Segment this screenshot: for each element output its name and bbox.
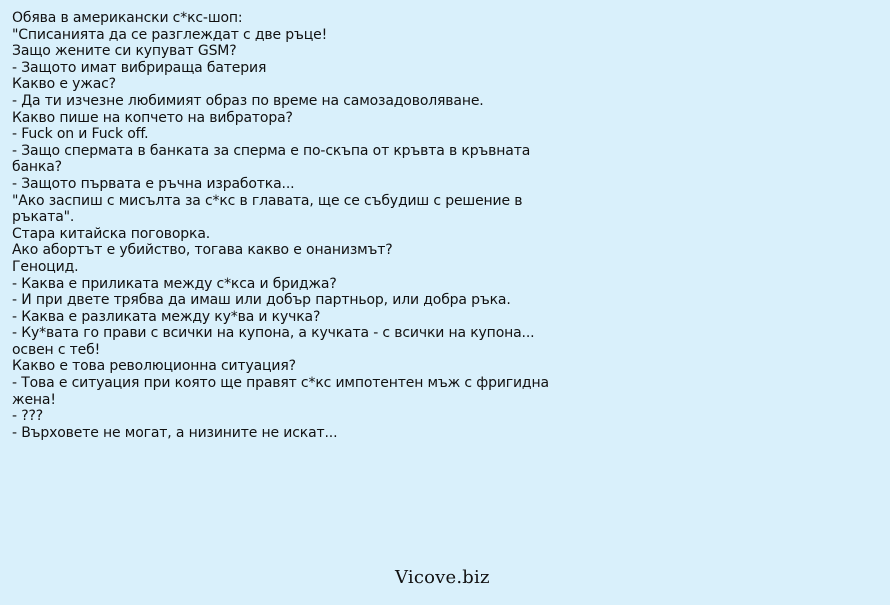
joke-line: "Ако заспиш с мисълта за с*кс в главата, ще се събудиш с решение в ръката".: [12, 192, 523, 226]
joke-line: - Това е ситуация при която ще правят с*кс импотентен мъж с фригидна жена!: [12, 375, 549, 408]
joke-line: - Защото първата е ръчна изработка...: [12, 175, 295, 192]
joke-line: - ???: [12, 408, 44, 425]
joke-line: - Каква е приликата между с*кса и бриджа?: [12, 275, 337, 292]
joke-line: Какво е това революционна ситуация?: [12, 358, 296, 375]
joke-line: Какво пише на копчето на вибратора?: [12, 109, 293, 126]
joke-line: - Fuck on и Fuck off.: [12, 126, 149, 143]
joke-line: Обява в американски с*кс-шоп:: [12, 10, 243, 26]
joke-line: - Каква е разликата между ку*ва и кучка?: [12, 308, 321, 325]
joke-line: Стара китайска поговорка.: [12, 225, 211, 242]
joke-line: Какво е ужас?: [12, 76, 116, 93]
joke-line: Защо жените си купуват GSM?: [12, 43, 237, 60]
joke-line: "Списанията да се разглеждат с две ръце!: [12, 26, 328, 43]
site-watermark: Vicove.biz: [395, 567, 490, 588]
jokes-text: [12, 10, 572, 441]
joke-line: Ако абортът е убийство, тогава какво е онанизмът?: [12, 242, 393, 259]
joke-line: - Ку*вата го прави с всички на купона, а кучката - с всички на купона... освен с теб!: [12, 325, 535, 358]
joke-line: - И при двете трябва да имаш или добър партньор, или добра ръка.: [12, 292, 511, 309]
joke-line: Геноцид.: [12, 258, 79, 275]
joke-line: - Защо спермата в банката за сперма е по-скъпа от кръвта в кръвната банка?: [12, 142, 531, 176]
joke-line: - Защото имат вибрираща батерия: [12, 59, 267, 76]
joke-line: - Да ти изчезне любимият образ по време на самозадоволяване.: [12, 92, 484, 109]
joke-line: - Върховете не могат, а низините не искат...: [12, 424, 338, 441]
